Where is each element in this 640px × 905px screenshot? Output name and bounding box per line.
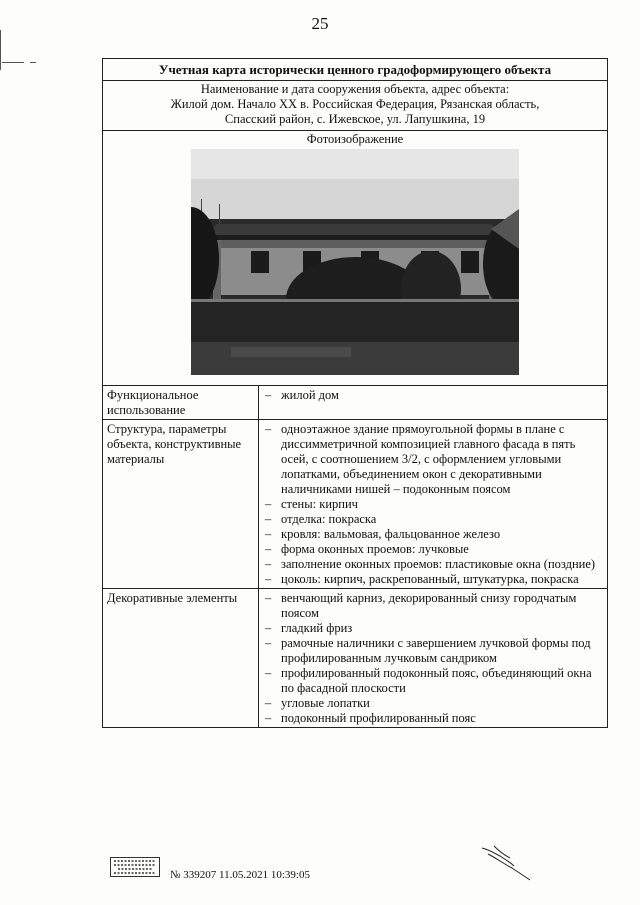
margin-mark <box>2 62 24 63</box>
object-name-line: Жилой дом. Начало XX в. Российская Федерация, Рязанская область, <box>170 97 540 111</box>
object-address-line: Спасский район, с. Ижевское, ул. Лапушкина, 19 <box>224 112 486 126</box>
registration-stamp: № 339207 11.05.2021 10:39:05 <box>170 869 310 881</box>
list-item: – подоконный профилированный пояс <box>263 711 604 726</box>
row-values <box>259 420 608 589</box>
document-logo <box>110 857 160 877</box>
row-label: Структура, параметры объекта, конструктивные материалы <box>103 420 259 589</box>
list-item: – отделка: покраска <box>263 512 604 527</box>
photo-caption: Фотоизображение <box>306 132 404 146</box>
page-number: 25 <box>311 14 329 33</box>
table-row <box>103 589 607 728</box>
list-item: – жилой дом <box>263 388 604 403</box>
list-item: – цоколь: кирпич, раскрепованный, штукатурка, покраска <box>263 572 604 587</box>
list-item: – рамочные наличники с завершением лучковой формы под профилированным лучковым сандриком <box>263 636 604 666</box>
signature-scribble <box>480 840 540 885</box>
table-row <box>103 420 607 589</box>
row-label: Декоративные элементы <box>103 589 259 728</box>
margin-mark <box>30 62 36 63</box>
list-item: – венчающий карниз, декорированный снизу городчатым поясом <box>263 591 604 621</box>
table-row <box>103 386 607 420</box>
row-label: Функциональное использование <box>103 386 259 420</box>
list-item: – кровля: вальмовая, фальцованное железо <box>263 527 604 542</box>
margin-mark <box>0 30 1 70</box>
list-item: – форма оконных проемов: лучковые <box>263 542 604 557</box>
object-name-block <box>103 81 607 131</box>
registration-card <box>102 58 608 728</box>
photo-block <box>103 131 607 386</box>
list-item: – заполнение оконных проемов: пластиковые окна (поздние) <box>263 557 604 572</box>
list-item: – одноэтажное здание прямоугольной формы в плане с диссимметричной композицией главного фасада в пять осей, с соотношением 3/2, с оформлением угловыми лопатками, объединением окон с декоративными наличниками нишей – подоконным поясом <box>263 422 604 497</box>
list-item: – профилированный подоконный пояс, объединяющий окна по фасадной плоскости <box>263 666 604 696</box>
list-item: – стены: кирпич <box>263 497 604 512</box>
card-title: Учетная карта исторически ценного градоформирующего объекта <box>103 59 607 81</box>
properties-table <box>103 386 607 727</box>
row-values <box>259 589 608 728</box>
row-values <box>259 386 608 420</box>
list-item: – угловые лопатки <box>263 696 604 711</box>
list-item: – гладкий фриз <box>263 621 604 636</box>
object-name-header: Наименование и дата сооружения объекта, адрес объекта: <box>200 82 510 96</box>
building-photo <box>191 149 519 375</box>
